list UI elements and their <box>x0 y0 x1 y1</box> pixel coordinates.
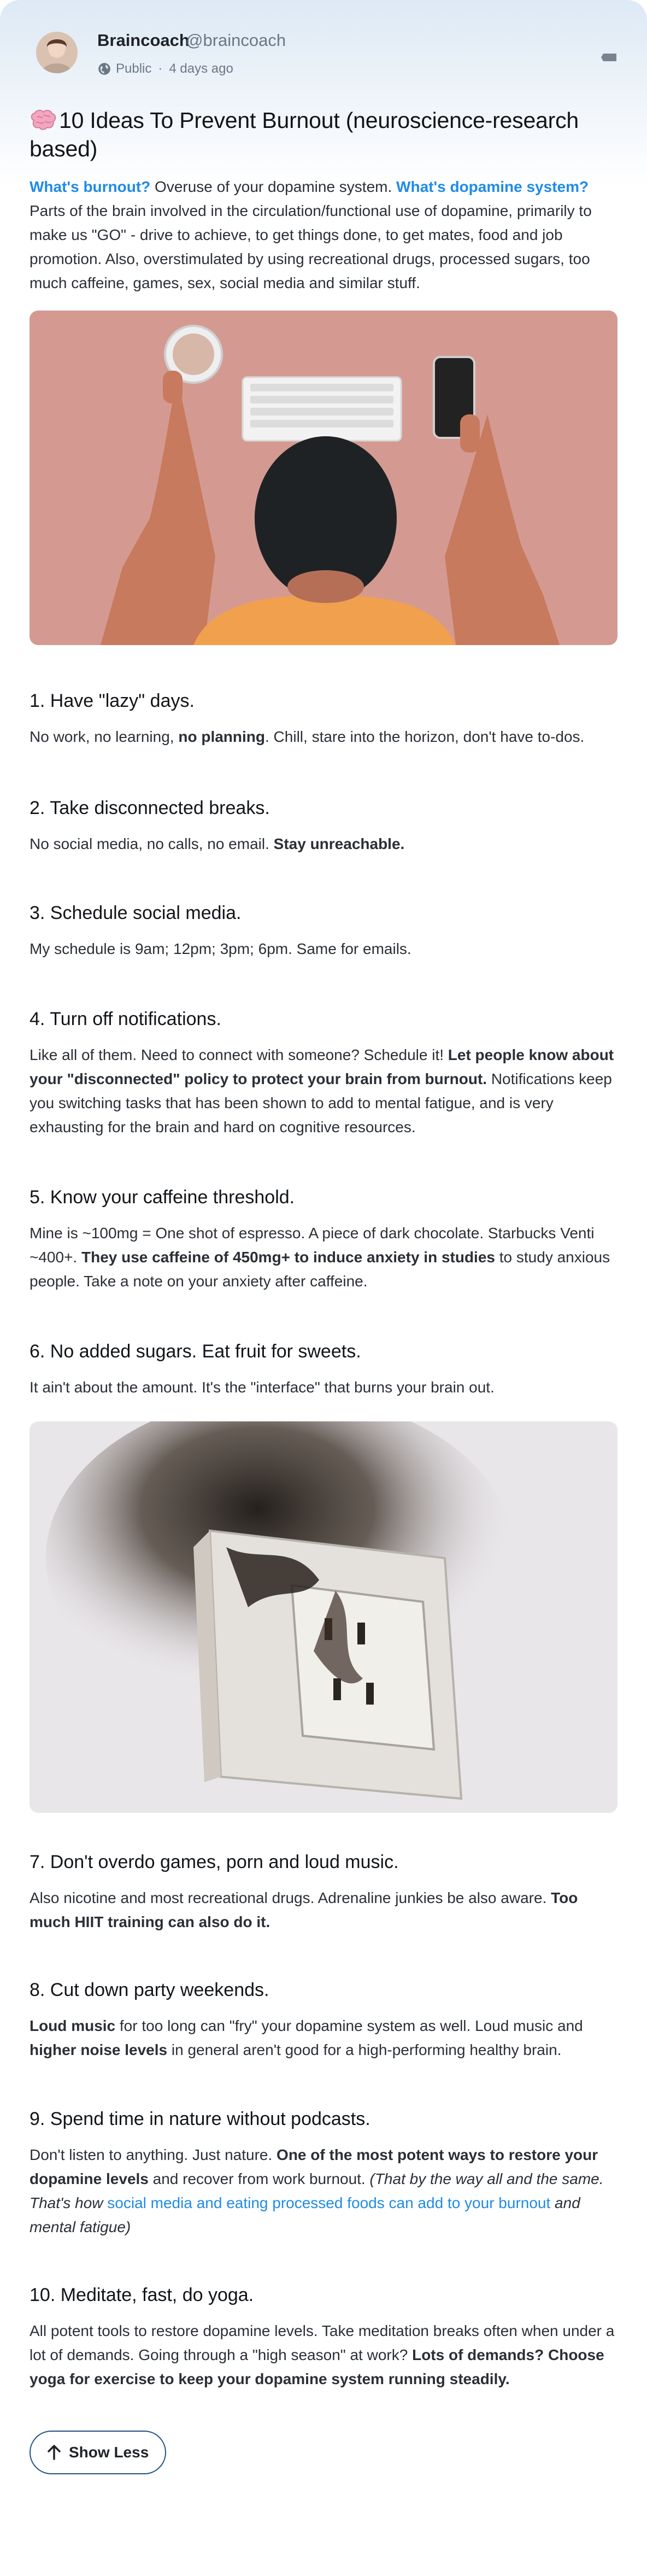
post-meta <box>97 61 233 77</box>
show-less-button[interactable] <box>30 2431 166 2474</box>
visibility-label: Public <box>116 61 152 76</box>
more-options-icon[interactable] <box>601 52 617 62</box>
arrow-up-icon <box>47 2445 61 2460</box>
item-10 <box>30 2283 617 2391</box>
intro-answer-burnout: Overuse of your dopamine system. <box>150 178 397 195</box>
item-5-heading: 5. Know your caffeine threshold. <box>30 1187 295 1208</box>
item-4-heading: 4. Turn off notifications. <box>30 1009 221 1029</box>
item-3-text: My schedule is 9am; 12pm; 3pm; 6pm. Same for emails. <box>30 940 411 957</box>
item-2-text: No social media, no calls, no email. Stay unreachable. <box>30 835 405 852</box>
intro-answer-dopamine: Parts of the brain involved in the circulation/functional use of dopamine, primarily to make us "GO" - drive to achieve, to get things done, to get mates, food and job promotion. Also, overstimulated by using recreational drugs, processed sugars, too much caffeine, games, sex, social media and similar stuff. <box>30 202 592 291</box>
author-handle: @braincoach <box>186 31 286 50</box>
brain-icon <box>30 109 57 131</box>
item-4 <box>30 1007 617 1139</box>
item-10-text: All potent tools to restore dopamine levels. Take meditation breaks often when under a lot of demands. Going through a "high season" at work? Lots of demands? Choose yoga for exercise to keep your dopamine system running steadily. <box>30 2322 615 2387</box>
burnout-desk-illustration <box>30 311 617 645</box>
burnt-outlet-illustration <box>30 1421 617 1813</box>
post-image-burnout-desk[interactable] <box>30 311 617 645</box>
item-3-heading: 3. Schedule social media. <box>30 903 242 923</box>
post-title <box>30 106 617 163</box>
item-1-heading: 1. Have "lazy" days. <box>30 690 195 711</box>
globe-icon <box>97 62 111 76</box>
item-3 <box>30 901 617 961</box>
item-10-heading: 10. Meditate, fast, do yoga. <box>30 2285 254 2305</box>
item-9-text: Don't listen to anything. Just nature. One of the most potent ways to restore your dopamine levels and recover from work burnout. (That by the way all and the same. That's how social media and eating processed foods can add to your burnout and mental fatigue) <box>30 2146 604 2235</box>
item-7-heading: 7. Don't overdo games, porn and loud music. <box>30 1852 399 1872</box>
item-8-heading: 8. Cut down party weekends. <box>30 1980 269 2000</box>
item-1 <box>30 689 617 749</box>
intro-paragraph <box>30 175 617 295</box>
item-5-text: Mine is ~100mg = One shot of espresso. A piece of dark chocolate. Starbucks Venti ~400+. They use caffeine of 450mg+ to induce anxiety in studies to study anxious people. Take a note on your anxiety after caffeine. <box>30 1225 610 1290</box>
item-7 <box>30 1850 617 1934</box>
post-time[interactable]: 4 days ago <box>169 61 233 76</box>
intro-question-dopamine: What's dopamine system? <box>396 178 589 195</box>
show-less-label: Show Less <box>69 2444 149 2461</box>
item-9 <box>30 2107 617 2239</box>
item-6-text: It ain't about the amount. It's the "interface" that burns your brain out. <box>30 1379 495 1396</box>
post-header <box>30 0 617 92</box>
item-4-text: Like all of them. Need to connect with someone? Schedule it! Let people know about your "disconnected" policy to protect your brain from burnout. Notifications keep you switching tasks that has been shown to add to mental fatigue, and is very exhausting for the brain and hard on cognitive resources. <box>30 1046 614 1135</box>
meta-separator: · <box>158 61 163 76</box>
post-title-text: 10 Ideas To Prevent Burnout (neuroscience-research based) <box>30 108 579 161</box>
item-9-heading: 9. Spend time in nature without podcasts. <box>30 2109 370 2129</box>
item-2 <box>30 796 617 856</box>
author-avatar[interactable] <box>36 32 78 73</box>
burnout-article-link[interactable]: social media and eating processed foods can add to your burnout <box>107 2194 551 2211</box>
post-image-burnt-outlet[interactable] <box>30 1421 617 1813</box>
item-5 <box>30 1185 617 1293</box>
item-6-heading: 6. No added sugars. Eat fruit for sweets. <box>30 1341 361 1362</box>
intro-question-burnout: What's burnout? <box>30 178 151 195</box>
item-8 <box>30 1978 617 2062</box>
item-8-text: Loud music for too long can "fry" your dopamine system as well. Loud music and higher noise levels in general aren't good for a high-performing healthy brain. <box>30 2017 583 2058</box>
item-1-text: No work, no learning, no planning. Chill, stare into the horizon, don't have to-dos. <box>30 728 585 745</box>
item-6 <box>30 1339 617 1400</box>
author-name[interactable]: Braincoach <box>97 31 190 50</box>
item-7-text: Also nicotine and most recreational drugs. Adrenaline junkies be also aware. Too much HIIT training can also do it. <box>30 1889 578 1930</box>
item-2-heading: 2. Take disconnected breaks. <box>30 798 270 818</box>
